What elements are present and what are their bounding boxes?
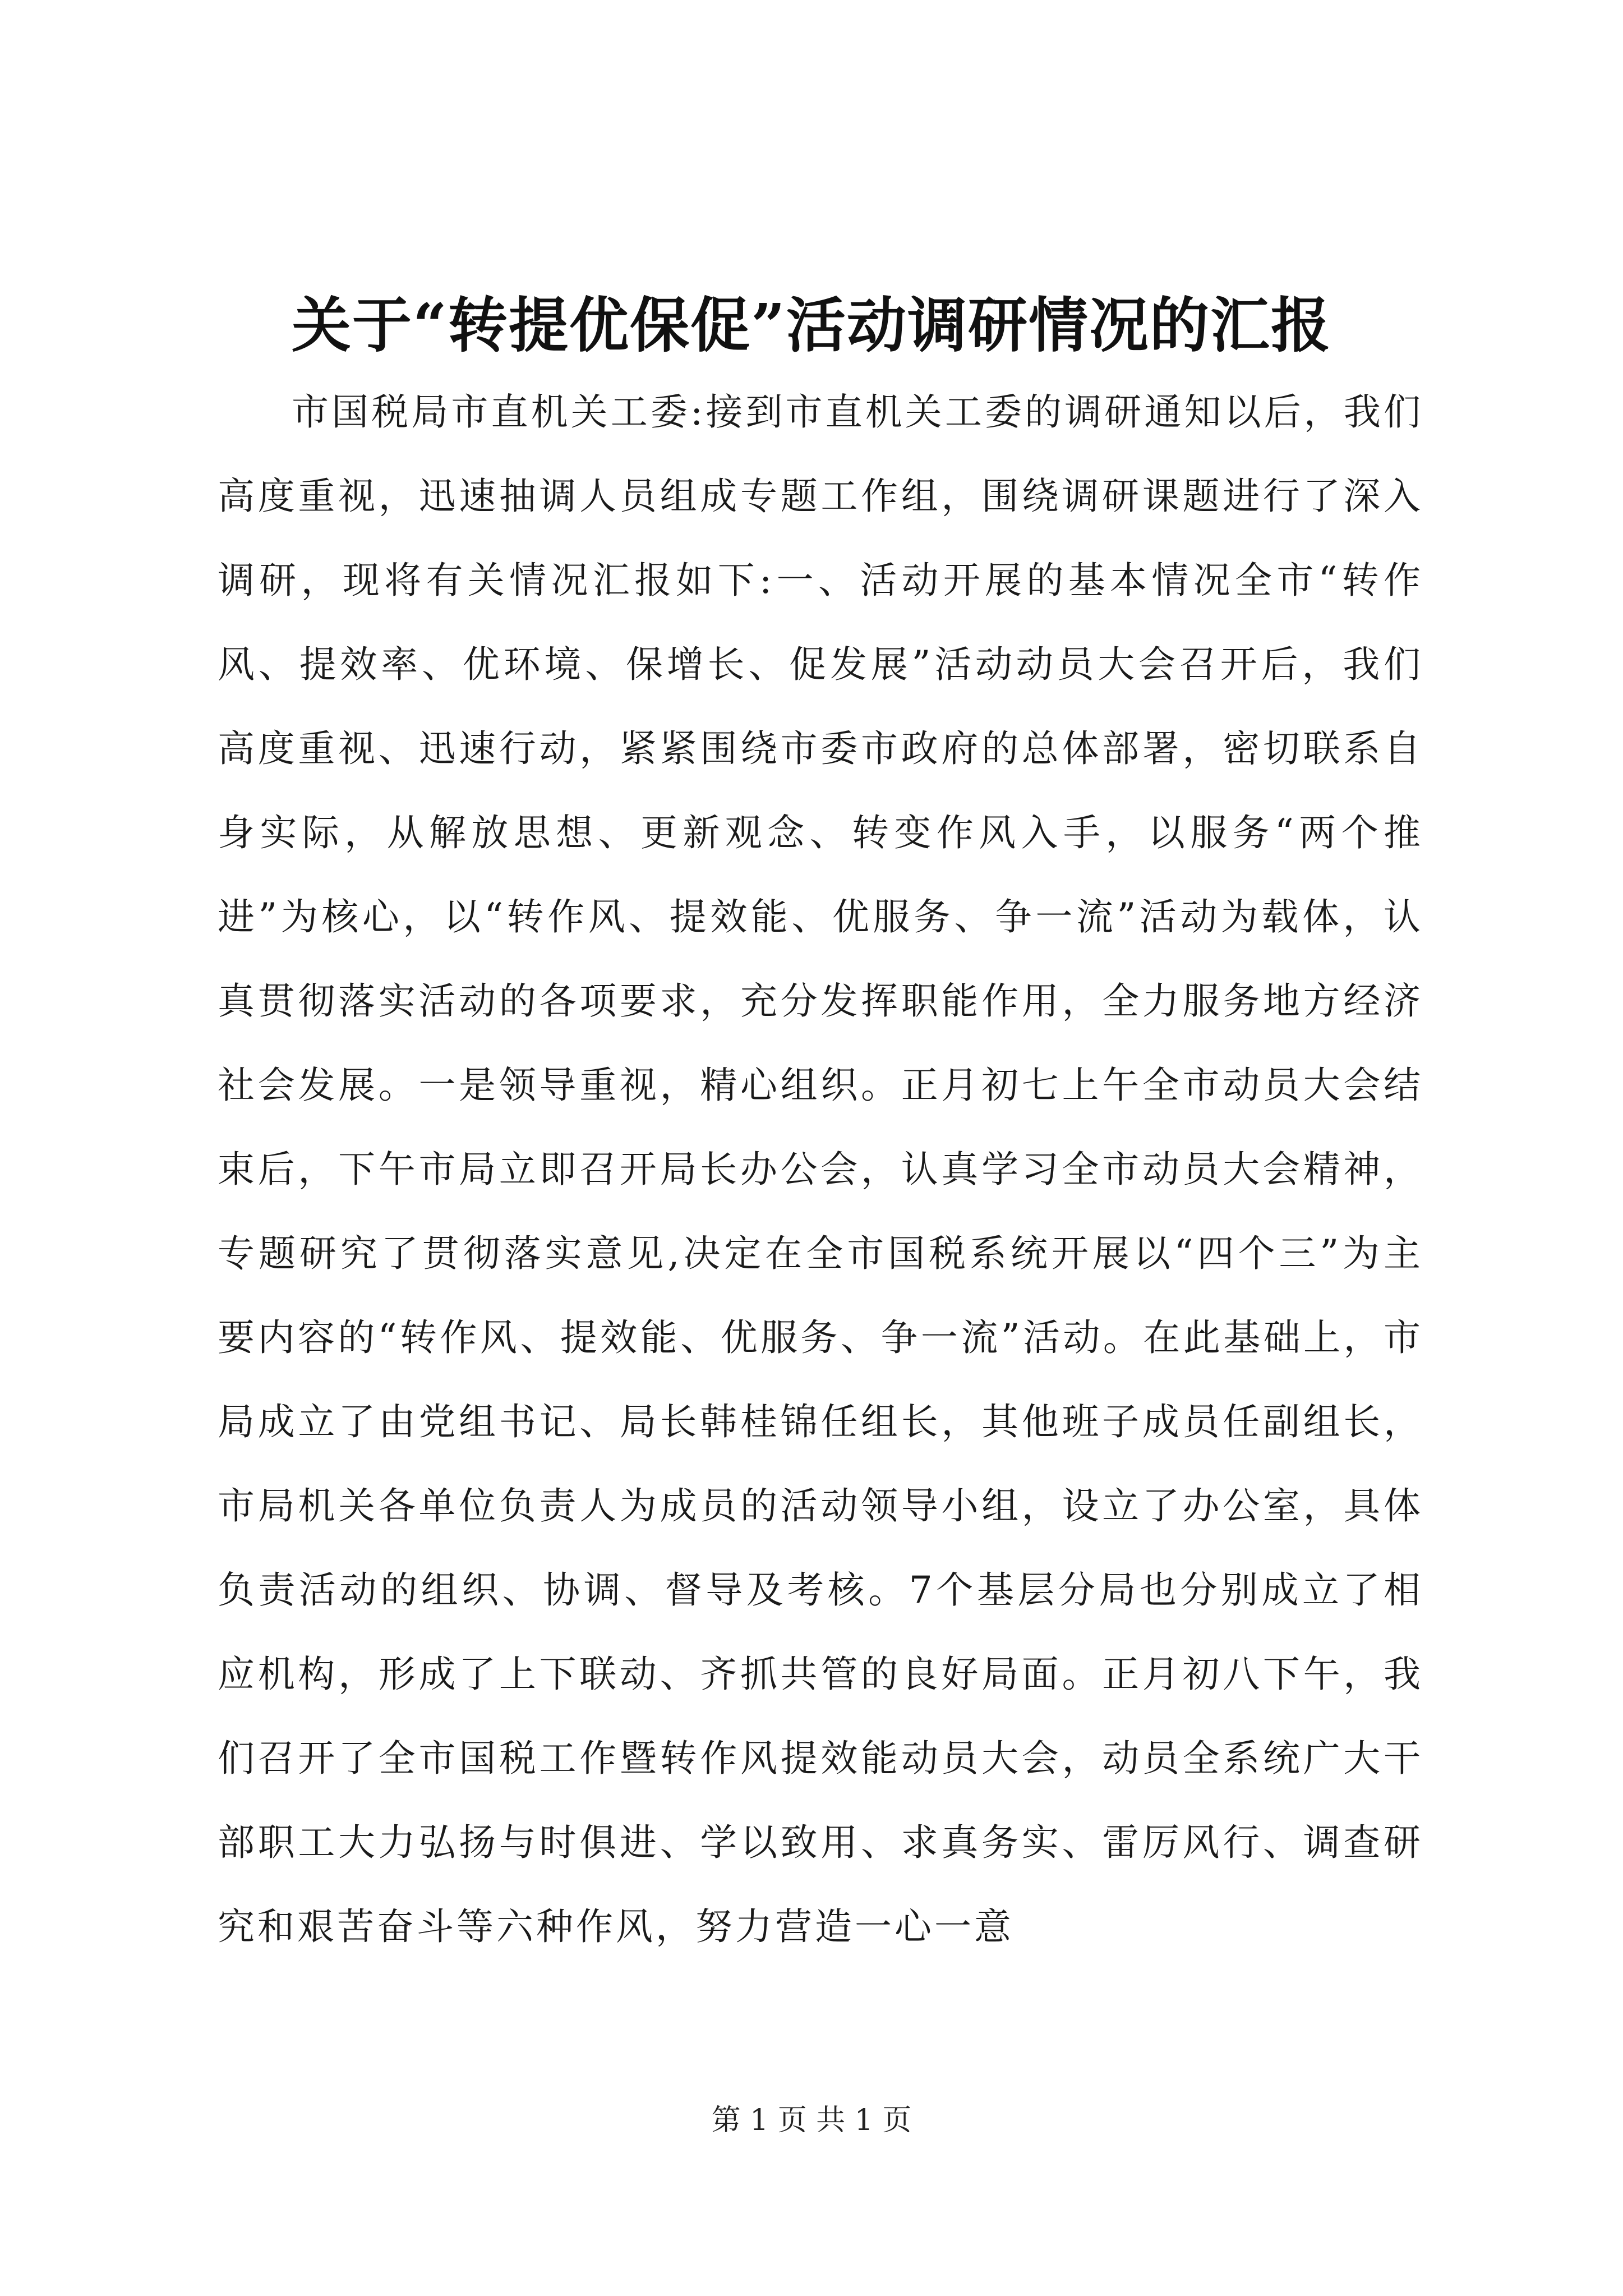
- document-title: 关于“转提优保促”活动调研情况的汇报: [292, 290, 1331, 360]
- document-body: 市国税局市直机关工委:接到市直机关工委的调研通知以后，我们高度重视，迅速抽调人员组成专题工作组，围绕调研课题进行了深入调研，现将有关情况汇报如下:一、活动开展的基本情况全市“转作风、提效率、优环境、保增长、促发展”活动动员大会召开后，我们高度重视、迅速行动，紧紧围绕市委市政府的总体部署，密切联系自身实际，从解放思想、更新观念、转变作风入手，以服务“两个推进”为核心，以“转作风、提效能、优服务、争一流”活动为载体，认真贯彻落实活动的各项要求，充分发挥职能作用，全力服务地方经济社会发展。一是领导重视，精心组织。正月初七上午全市动员大会结束后，下午市局立即召开局长办公会，认真学习全市动员大会精神，专题研究了贯彻落实意见,决定在全市国税系统开展以“四个三”为主要内容的“转作风、提效能、优服务、争一流”活动。在此基础上，市局成立了由党组书记、局长韩桂锦任组长，其他班子成员任副组长，市局机关各单位负责人为成员的活动领导小组，设立了办公室，具体负责活动的组织、协调、督导及考核。7个基层分局也分别成立了相应机构，形成了上下联动、齐抓共管的良好局面。正月初八下午，我们召开了全市国税工作暨转作风提效能动员大会，动员全系统广大干部职工大力弘扬与时俱进、学以致用、求真务实、雷厉风行、调查研究和艰苦奋斗等六种作风，努力营造一心一意: [218, 390, 1423, 1948]
- page-number-footer: 第 1 页 共 1 页: [711, 2104, 912, 2137]
